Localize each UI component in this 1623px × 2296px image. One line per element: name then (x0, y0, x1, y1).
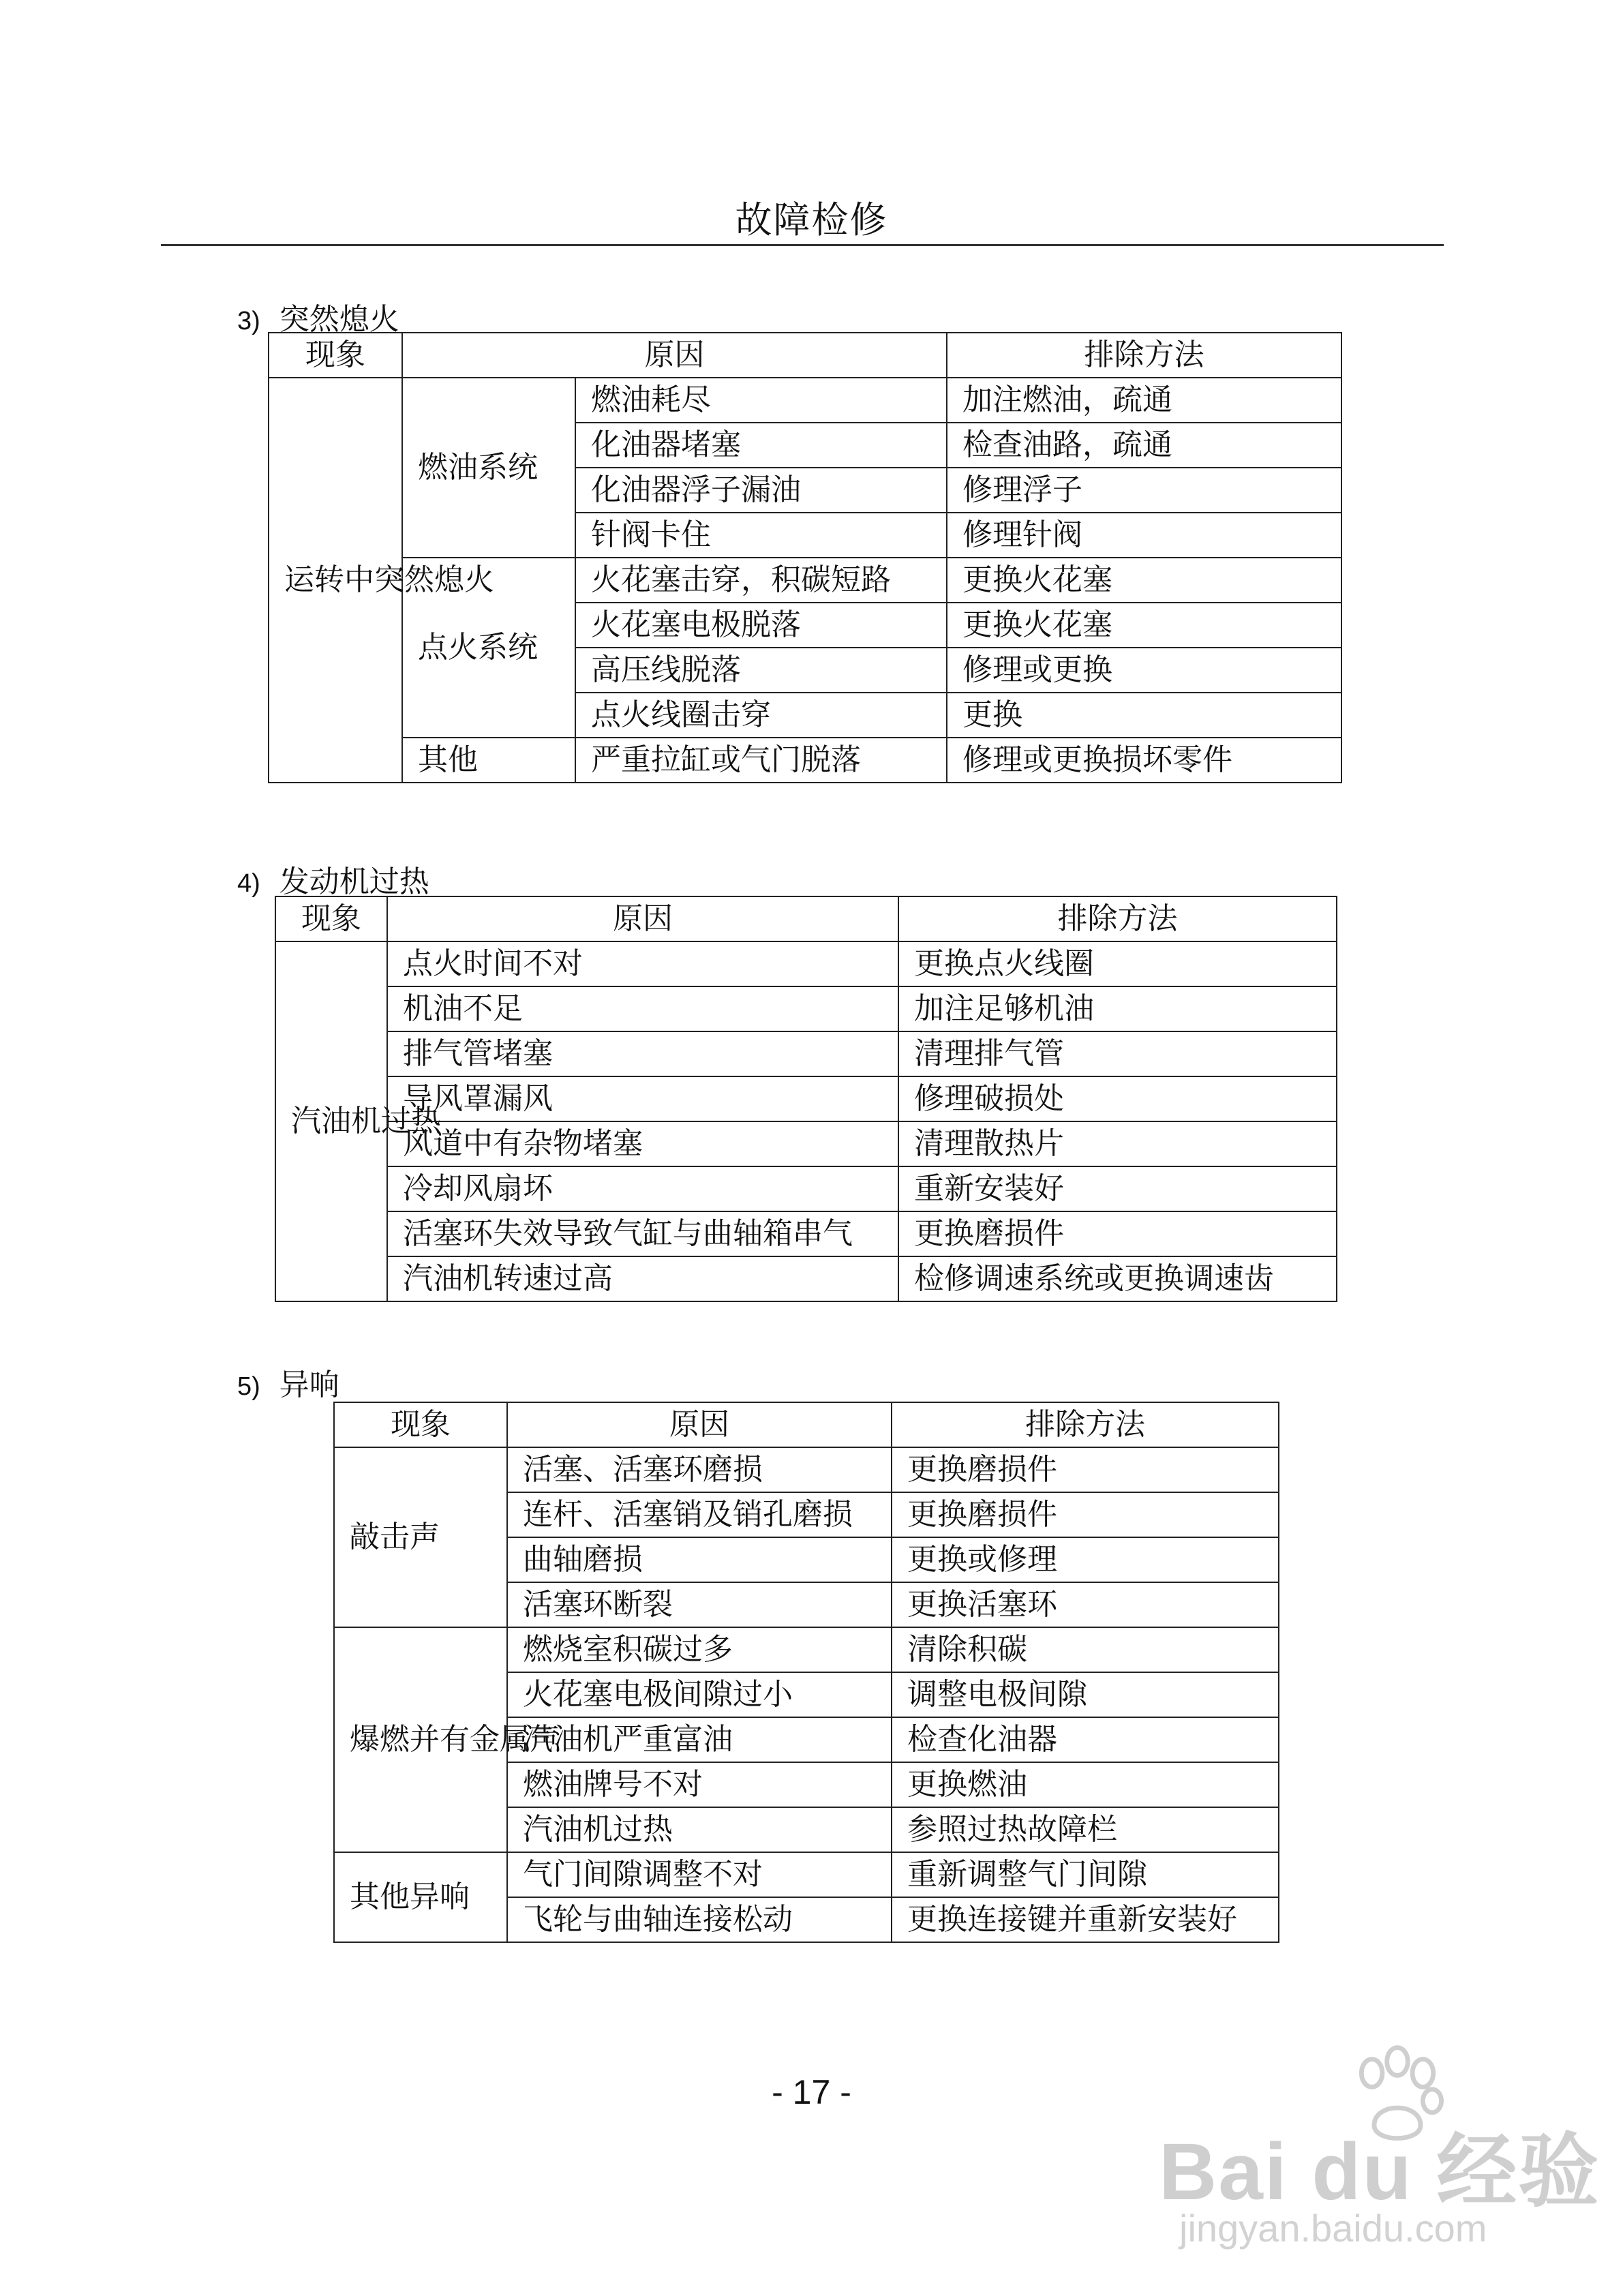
section-title: 发动机过热 (279, 864, 429, 899)
cause-cell: 风道中有杂物堵塞 (387, 1121, 898, 1166)
cause-cell: 燃油牌号不对 (507, 1762, 892, 1807)
system-cell: 燃油系统 (402, 378, 575, 558)
fix-cell: 检查化油器 (892, 1717, 1279, 1762)
fix-cell: 加注足够机油 (898, 986, 1337, 1031)
fix-cell: 更换连接键并重新安装好 (892, 1897, 1279, 1942)
cause-cell: 活塞、活塞环磨损 (507, 1447, 892, 1492)
cause-cell: 火花塞电极脱落 (575, 603, 947, 648)
section-5-heading (237, 1360, 339, 1404)
table-row (269, 738, 1341, 783)
fix-cell: 清理排气管 (898, 1031, 1337, 1076)
cause-cell: 气门间隙调整不对 (507, 1852, 892, 1897)
cause-cell: 汽油机过热 (507, 1807, 892, 1852)
fix-cell: 加注燃油，疏通 (947, 378, 1341, 423)
phenomenon-cell: 爆燃并有金属声 (334, 1627, 507, 1852)
section-number: 5) (237, 1372, 260, 1401)
cause-cell: 曲轴磨损 (507, 1537, 892, 1582)
fix-cell: 重新安装好 (898, 1166, 1337, 1211)
fix-cell: 修理针阀 (947, 513, 1341, 558)
table-row (275, 1256, 1337, 1301)
fix-cell: 更换活塞环 (892, 1582, 1279, 1627)
fix-cell: 更换磨损件 (892, 1492, 1279, 1537)
cause-cell: 活塞环失效导致气缸与曲轴箱串气 (387, 1211, 898, 1256)
system-cell: 其他 (402, 738, 575, 783)
cause-cell: 连杆、活塞销及销孔磨损 (507, 1492, 892, 1537)
table-header-row (275, 896, 1337, 941)
table-abnormal-noise (333, 1402, 1279, 1943)
fix-cell: 更换磨损件 (892, 1447, 1279, 1492)
table-row (334, 1627, 1279, 1672)
table-row (275, 1121, 1337, 1166)
section-4-heading (237, 857, 429, 901)
header-phenomenon: 现象 (275, 896, 387, 941)
table-row (275, 1211, 1337, 1256)
section-number: 4) (237, 869, 260, 898)
cause-cell: 化油器堵塞 (575, 423, 947, 468)
fix-cell: 重新调整气门间隙 (892, 1852, 1279, 1897)
table-header-row (334, 1402, 1279, 1447)
section-title: 突然熄火 (279, 302, 399, 337)
cause-cell: 导风罩漏风 (387, 1076, 898, 1121)
fix-cell: 更换点火线圈 (898, 941, 1337, 986)
cause-cell: 燃烧室积碳过多 (507, 1627, 892, 1672)
fix-cell: 更换或修理 (892, 1537, 1279, 1582)
cause-cell: 燃油耗尽 (575, 378, 947, 423)
fix-cell: 清除积碳 (892, 1627, 1279, 1672)
header-fix: 排除方法 (947, 333, 1341, 378)
phenomenon-cell: 汽油机过热 (275, 941, 387, 1301)
cause-cell: 高压线脱落 (575, 648, 947, 693)
header-fix: 排除方法 (898, 896, 1337, 941)
fix-cell: 更换火花塞 (947, 558, 1341, 603)
section-number: 3) (237, 307, 260, 335)
baidu-jingyan-watermark (1159, 2038, 1609, 2263)
cause-cell: 火花塞击穿，积碳短路 (575, 558, 947, 603)
table-row (275, 941, 1337, 986)
fix-cell: 清理散热片 (898, 1121, 1337, 1166)
phenomenon-cell: 运转中突然熄火 (269, 378, 402, 783)
table-row (275, 986, 1337, 1031)
system-cell: 点火系统 (402, 558, 575, 738)
phenomenon-cell: 敲击声 (334, 1447, 507, 1627)
header-cause: 原因 (402, 333, 947, 378)
fix-cell: 检查油路，疏通 (947, 423, 1341, 468)
table-row (269, 378, 1341, 423)
cause-cell: 汽油机转速过高 (387, 1256, 898, 1301)
cause-cell: 严重拉缸或气门脱落 (575, 738, 947, 783)
cause-cell: 火花塞电极间隙过小 (507, 1672, 892, 1717)
table-row (334, 1447, 1279, 1492)
cause-cell: 活塞环断裂 (507, 1582, 892, 1627)
cause-cell: 点火时间不对 (387, 941, 898, 986)
page-title: 故障检修 (735, 198, 888, 241)
fix-cell: 更换 (947, 693, 1341, 738)
fix-cell: 修理浮子 (947, 468, 1341, 513)
fix-cell: 修理或更换 (947, 648, 1341, 693)
cause-cell: 飞轮与曲轴连接松动 (507, 1897, 892, 1942)
cause-cell: 机油不足 (387, 986, 898, 1031)
cause-cell: 冷却风扇坏 (387, 1166, 898, 1211)
header-cause: 原因 (387, 896, 898, 941)
section-title: 异响 (279, 1368, 339, 1402)
header-phenomenon: 现象 (269, 333, 402, 378)
cause-cell: 排气管堵塞 (387, 1031, 898, 1076)
fix-cell: 更换磨损件 (898, 1211, 1337, 1256)
watermark-url: jingyan.baidu.com (1179, 2207, 1487, 2250)
fix-cell: 检修调速系统或更换调速齿 (898, 1256, 1337, 1301)
header-phenomenon: 现象 (334, 1402, 507, 1447)
fix-cell: 更换燃油 (892, 1762, 1279, 1807)
table-overheating (275, 896, 1337, 1302)
cause-cell: 化油器浮子漏油 (575, 468, 947, 513)
header-fix: 排除方法 (892, 1402, 1279, 1447)
page-number: - 17 - (772, 2073, 851, 2111)
table-header-row (269, 333, 1341, 378)
fix-cell: 修理或更换损坏零件 (947, 738, 1341, 783)
fix-cell: 更换火花塞 (947, 603, 1341, 648)
fix-cell: 调整电极间隙 (892, 1672, 1279, 1717)
fix-cell: 参照过热故障栏 (892, 1807, 1279, 1852)
title-divider (161, 244, 1444, 246)
phenomenon-cell: 其他异响 (334, 1852, 507, 1942)
table-sudden-stall (268, 332, 1342, 783)
cause-cell: 汽油机严重富油 (507, 1717, 892, 1762)
table-row (275, 1076, 1337, 1121)
watermark-brand: Bai du 经验 (1159, 2127, 1601, 2217)
cause-cell: 针阀卡住 (575, 513, 947, 558)
table-row (275, 1166, 1337, 1211)
fix-cell: 修理破损处 (898, 1076, 1337, 1121)
table-row (275, 1031, 1337, 1076)
table-row (334, 1852, 1279, 1897)
header-cause: 原因 (507, 1402, 892, 1447)
cause-cell: 点火线圈击穿 (575, 693, 947, 738)
